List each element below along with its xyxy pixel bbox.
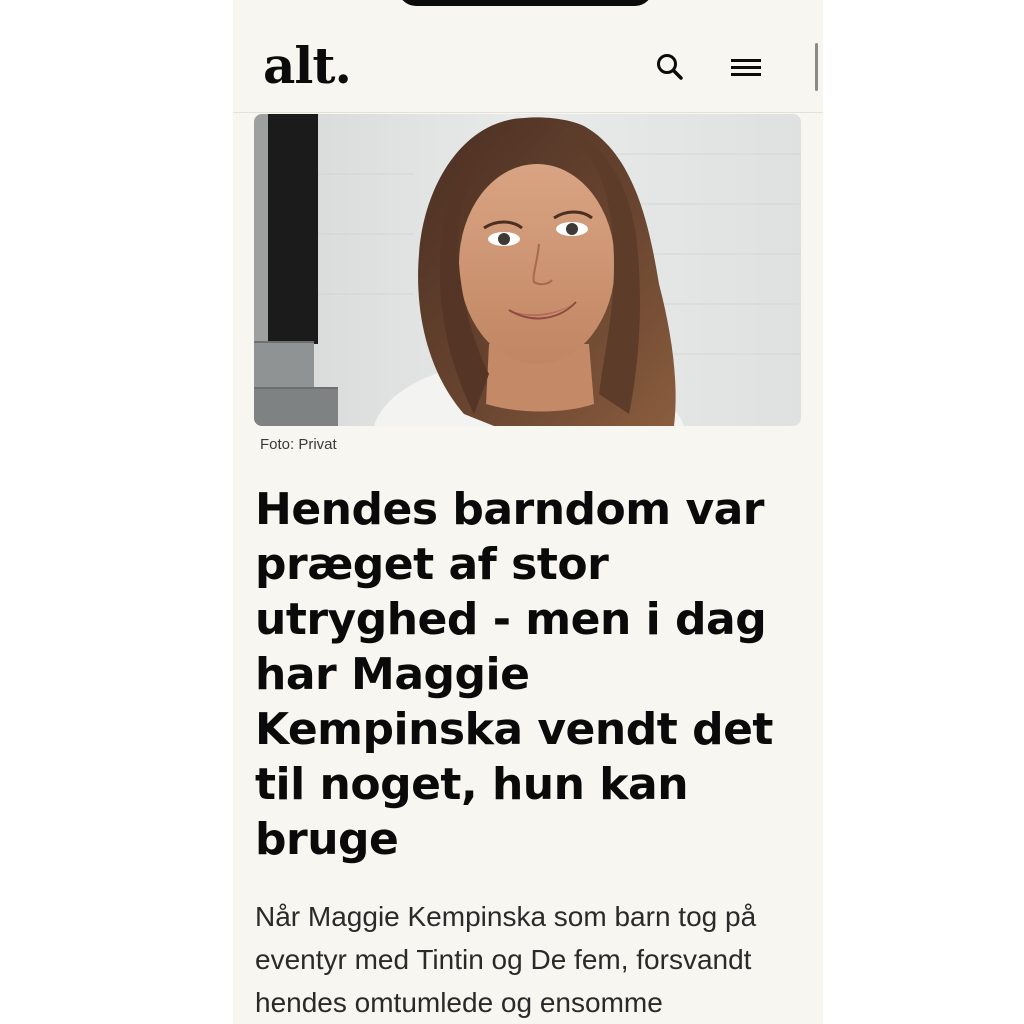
site-header: [233, 0, 823, 113]
scroll-indicator[interactable]: [815, 43, 818, 91]
hamburger-menu-icon: [727, 50, 765, 86]
phone-screen: [233, 0, 823, 1024]
hero-image: [254, 114, 801, 426]
article-headline: Hendes barndom var præget af stor utryghed - men i dag har Maggie Kempinska vendt det til noget, hun kan bruge: [255, 484, 773, 865]
site-logo[interactable]: alt.: [263, 36, 351, 95]
photo-credit: Foto: Privat: [260, 436, 337, 453]
portrait-photo: [254, 114, 801, 426]
search-icon: [653, 50, 689, 86]
article-lede: Når Maggie Kempinska som barn tog på eventyr med Tintin og De fem, forsvandt hendes omtumlede og ensomme: [255, 901, 757, 1018]
search-button[interactable]: [653, 50, 689, 86]
menu-button[interactable]: [727, 50, 765, 86]
